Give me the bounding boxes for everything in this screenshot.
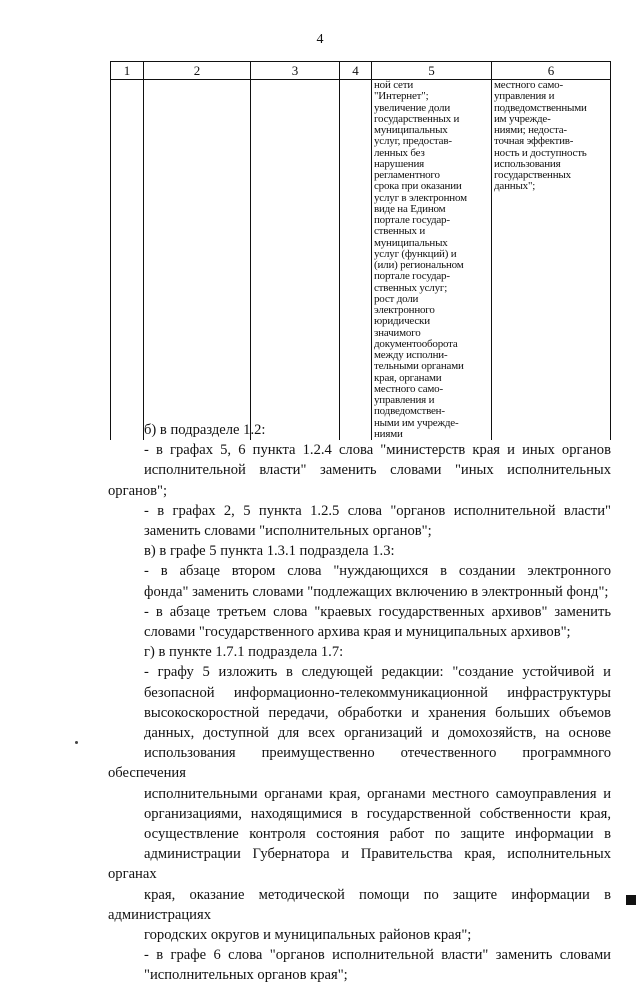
text-line: организациями, находящимися в государственной собственности края, xyxy=(144,805,611,822)
text-line: - в абзаце втором слова "нуждающихся в создании электронного xyxy=(144,563,611,580)
text-line: - в абзаце третьем слова "краевых государственных архивов" заменить xyxy=(144,603,611,620)
text-line: заменить словами "исполнительных органов"; xyxy=(144,523,432,540)
paragraph-g-subsection: г) в пункте 1.7.1 подраздела 1.7: xyxy=(144,644,344,661)
paragraph-g-item-2 xyxy=(108,945,611,985)
text-line: высокоскоростной передачи, обработки и хранения больших объемов xyxy=(144,704,611,721)
column-header-3: 3 xyxy=(251,62,340,80)
paragraph-v-item-1 xyxy=(108,561,611,601)
text-line: данных, доступной для всех организаций и домохозяйств, на основе xyxy=(144,725,611,742)
table-cell-col2 xyxy=(144,80,251,441)
text-line: городских округов и муниципальных районов края"; xyxy=(144,927,472,944)
column5-text: ной сети "Интернет"; увеличение доли государственных и муниципальных услуг, предостав- ленных без нарушения регламентного срока при оказании услуг в электронном виде на Едином портале государ- ственных и муниципальных услуг (функций) и (или) региональном портале государ- ственных услуг; рост доли электронного юридически значимого документооборота между исполни- тельными органами края, органами местного само- управления и подведомствен- ными им учрежде- ниями xyxy=(374,79,467,440)
column-header-6: 6 xyxy=(492,62,611,80)
text-line: исполнительной власти" заменить словами "иных исполнительных органов"; xyxy=(108,462,611,499)
text-line: администрации Губернатора и Правительства края, исполнительных органах xyxy=(108,846,611,883)
text-line: "исполнительных органов края"; xyxy=(144,967,348,984)
text-line: - в графах 5, 6 пункта 1.2.4 слова "министерств края и иных органов xyxy=(144,442,611,459)
text-line: фонда" заменить словами "подлежащих включению в электронный фонд"; xyxy=(144,583,609,600)
paragraph-b-item-2 xyxy=(108,501,611,541)
table-header-row xyxy=(111,62,611,80)
column-header-1: 1 xyxy=(111,62,144,80)
text-line: - графу 5 изложить в следующей редакции: "создание устойчивой и xyxy=(144,664,611,681)
table-cell-col4 xyxy=(340,80,372,441)
text-line: использования преимущественно отечественного программного обеспечения xyxy=(108,745,611,782)
paragraph-b-item-1 xyxy=(108,440,611,501)
table-cell-col3 xyxy=(251,80,340,441)
column-header-5: 5 xyxy=(372,62,492,80)
page-number: 4 xyxy=(316,32,324,47)
column-header-2: 2 xyxy=(144,62,251,80)
text-line: безопасной информационно-телекоммуникационной инфраструктуры xyxy=(144,684,611,701)
paragraph-g-item-1 xyxy=(108,662,611,945)
text-line: - в графе 6 слова "органов исполнительной власти" заменить словами xyxy=(144,947,611,964)
amendments-table xyxy=(110,61,611,440)
text-line: края, оказание методической помощи по защите информации в администрациях xyxy=(108,886,611,923)
scan-speck xyxy=(75,741,78,744)
table-cell-col5 xyxy=(372,80,492,441)
paragraph-v-subsection: в) в графе 5 пункта 1.3.1 подраздела 1.3: xyxy=(144,543,395,560)
column6-text: местного само- управления и подведомственными им учрежде- ниями; недоста- точная эффектив- ность и доступность использования государственных данных"; xyxy=(494,79,587,193)
paragraph-v-item-2 xyxy=(108,602,611,642)
table-row xyxy=(111,80,611,441)
text-line: словами "государственного архива края и муниципальных архивов"; xyxy=(144,624,571,641)
scan-corner-mark xyxy=(626,895,636,905)
text-line: исполнительными органами края, органами местного самоуправления и xyxy=(144,785,611,802)
paragraph-b-subsection: б) в подразделе 1.2: xyxy=(144,422,266,438)
text-line: осуществление контроля состояния работ по защите информации в xyxy=(144,826,611,843)
table-cell-col6 xyxy=(492,80,611,441)
document-body xyxy=(108,420,611,986)
text-line: - в графах 2, 5 пункта 1.2.5 слова "органов исполнительной власти" xyxy=(144,502,611,519)
column-header-4: 4 xyxy=(340,62,372,80)
table-cell-col1 xyxy=(111,80,144,441)
